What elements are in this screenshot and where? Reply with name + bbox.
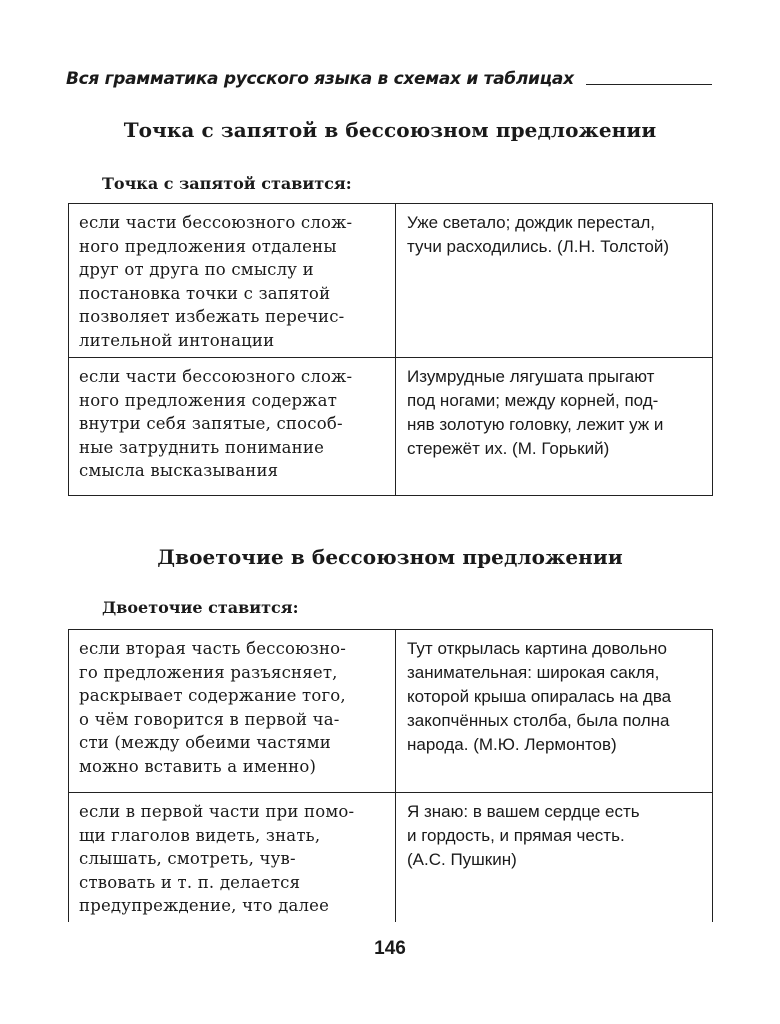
rule-line: сти (между обеими частями xyxy=(79,733,332,752)
example-line: Уже светало; дождик перестал, xyxy=(407,213,655,232)
running-head xyxy=(66,62,712,88)
example-cell xyxy=(396,358,713,496)
rule-line: позволяет избежать перечис- xyxy=(79,307,345,326)
rule-line: предупреждение, что далее xyxy=(79,896,330,915)
section2-table xyxy=(68,629,713,922)
section1-table xyxy=(68,203,713,496)
example-cell xyxy=(396,630,713,793)
example-line: народа. (М.Ю. Лермонтов) xyxy=(407,735,617,754)
rule-cell xyxy=(69,358,396,496)
section1-title: Точка с запятой в бессоюзном предложении xyxy=(123,118,657,142)
rule-line: постановка точки с запятой xyxy=(79,283,331,303)
table-row xyxy=(69,204,713,358)
rule-line: внутри себя запятые, способ- xyxy=(79,414,343,433)
rule-line: ные затруднить понимание xyxy=(79,437,325,457)
table-row xyxy=(69,793,713,922)
rule-line: ствовать и т. п. делается xyxy=(79,872,301,892)
running-head-title: Вся грамматика русского языка в схемах и таблицах xyxy=(66,69,574,89)
example-line: которой крыша опиралась на два xyxy=(407,687,672,706)
example-cell xyxy=(396,204,713,358)
rule-line: о чём говорится в первой ча- xyxy=(79,709,340,729)
page-number: 146 xyxy=(374,938,406,959)
rule-line: если в первой части при помо- xyxy=(79,802,355,821)
example-line: тучи расходились. (Л.Н. Толстой) xyxy=(407,237,670,256)
rule-line: если части бессоюзного слож- xyxy=(79,213,353,232)
rule-line: раскрывает содержание того, xyxy=(79,686,346,705)
rule-cell xyxy=(69,630,396,793)
section2-subtitle: Двоеточие ставится: xyxy=(102,598,299,617)
rule-line: ного предложения отдалены xyxy=(79,236,337,256)
rule-line: щи глаголов видеть, знать, xyxy=(79,825,321,845)
example-line: Тут открылась картина довольно xyxy=(407,639,667,658)
table-row xyxy=(69,630,713,793)
example-line: (А.С. Пушкин) xyxy=(407,850,517,869)
example-line: под ногами; между корней, под- xyxy=(407,391,659,410)
section1-subtitle: Точка с запятой ставится: xyxy=(102,174,352,193)
example-line: стережёт их. (М. Горький) xyxy=(407,439,610,458)
example-line: няв золотую головку, лежит уж и xyxy=(407,415,664,434)
example-cell xyxy=(396,793,713,922)
running-head-rule xyxy=(586,84,712,85)
rule-line: если вторая часть бессоюзно- xyxy=(79,639,347,658)
rule-line: смысла высказывания xyxy=(79,461,279,480)
rule-line: лительной интонации xyxy=(79,330,275,350)
rule-line: слышать, смотреть, чув- xyxy=(79,849,296,868)
rule-cell xyxy=(69,793,396,922)
rule-line: друг от друга по смыслу и xyxy=(79,260,314,279)
rule-cell xyxy=(69,204,396,358)
example-line: занимательная: широкая сакля, xyxy=(407,663,660,682)
example-line: Я знаю: в вашем сердце есть xyxy=(407,802,640,821)
rule-line: если части бессоюзного слож- xyxy=(79,367,353,386)
example-line: Изумрудные лягушата прыгают xyxy=(407,367,655,386)
example-line: и гордость, и прямая честь. xyxy=(407,826,625,845)
table-row xyxy=(69,358,713,496)
rule-line: ного предложения содержат xyxy=(79,390,338,410)
section2-title: Двоеточие в бессоюзном предложении xyxy=(157,545,623,569)
rule-line: го предложения разъясняет, xyxy=(79,662,338,682)
rule-line: можно вставить а именно) xyxy=(79,756,317,776)
example-line: закопчённых столба, была полна xyxy=(407,711,670,730)
